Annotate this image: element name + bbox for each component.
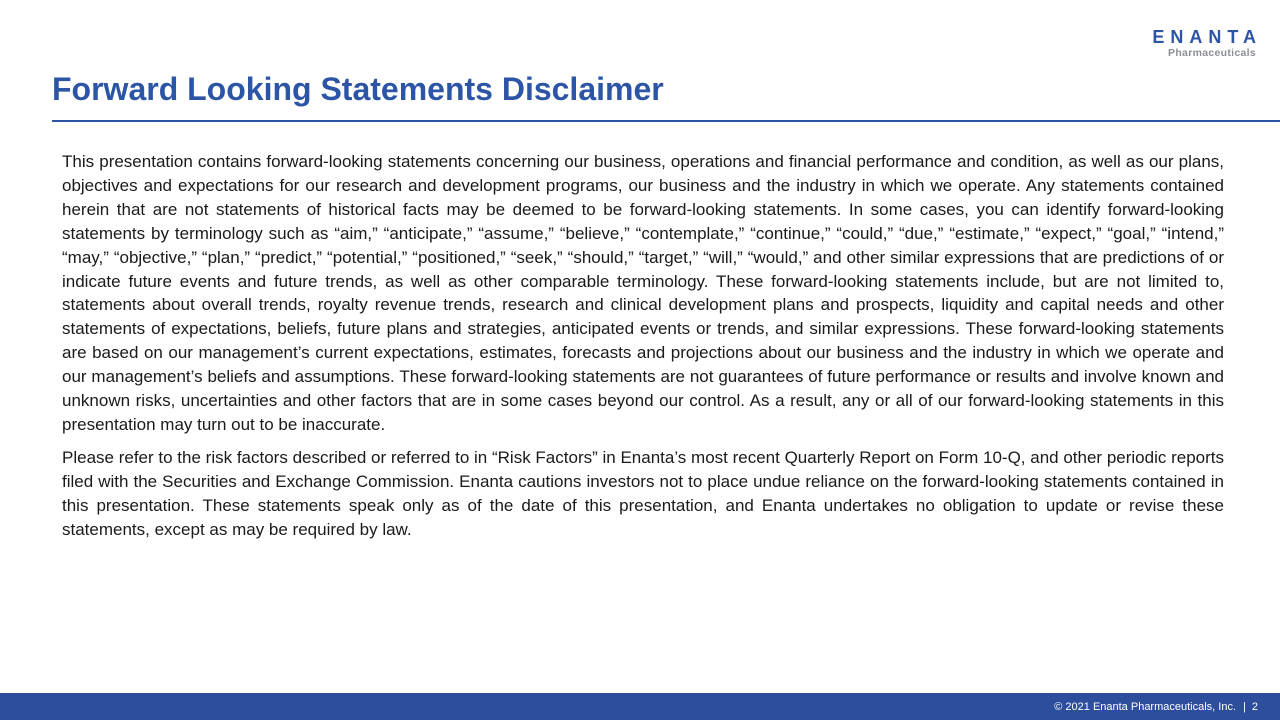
footer-copyright: © 2021 Enanta Pharmaceuticals, Inc. <box>1054 701 1237 713</box>
enanta-logo <box>1152 27 1262 59</box>
footer-text <box>1054 701 1258 713</box>
page-number: 2 <box>1251 701 1258 713</box>
logo-wordmark: ENANTA <box>1152 27 1262 47</box>
footer-separator: | <box>1243 701 1246 713</box>
disclaimer-paragraph-1: This presentation contains forward-looking statements concerning our business, operations and financial performance and condition, as well as our plans, objectives and expectations for our research and development programs, our business and the industry in which we operate. Any statements contained herein that are not statements of historical facts may be deemed to be forward-looking statements. In some cases, you can identify forward-looking statements by terminology such as “aim,” “anticipate,” “assume,” “believe,” “contemplate,” “continue,” “could,” “due,” “estimate,” “expect,” “goal,” “intend,” “may,” “objective,” “plan,” “predict,” “potential,” “positioned,” “seek,” “should,” “target,” “will,” “would,” and other similar expressions that are predictions of or indicate future events and future trends, as well as other comparable terminology. These forward-looking statements include, but are not limited to, statements about overall trends, royalty revenue trends, research and clinical development plans and prospects, liquidity and capital needs and other statements of expectations, beliefs, future plans and strategies, anticipated events or trends, and similar expressions. These forward-looking statements are based on our management’s current expectations, estimates, forecasts and projections about our business and the industry in which we operate and our management’s beliefs and assumptions. These forward-looking statements are not guarantees of future performance or results and involve known and unknown risks, uncertainties and other factors that are in some cases beyond our control. As a result, any or all of our forward-looking statements in this presentation may turn out to be inaccurate. <box>62 152 1224 434</box>
disclaimer-paragraph-2: Please refer to the risk factors described or referred to in “Risk Factors” in Enanta’s most recent Quarterly Report on Form 10-Q, and other periodic reports filed with the Securities and Exchange Commission. Enanta cautions investors not to place undue reliance on the forward-looking statements contained in this presentation. These statements speak only as of the date of this presentation, and Enanta undertakes no obligation to update or revise these statements, except as may be required by law. <box>62 447 1224 539</box>
disclaimer-body <box>62 150 1224 542</box>
logo-subtitle: Pharmaceuticals <box>1168 47 1256 59</box>
footer-bar <box>0 693 1280 720</box>
slide-title: Forward Looking Statements Disclaimer <box>52 71 664 107</box>
title-divider <box>52 120 1280 122</box>
